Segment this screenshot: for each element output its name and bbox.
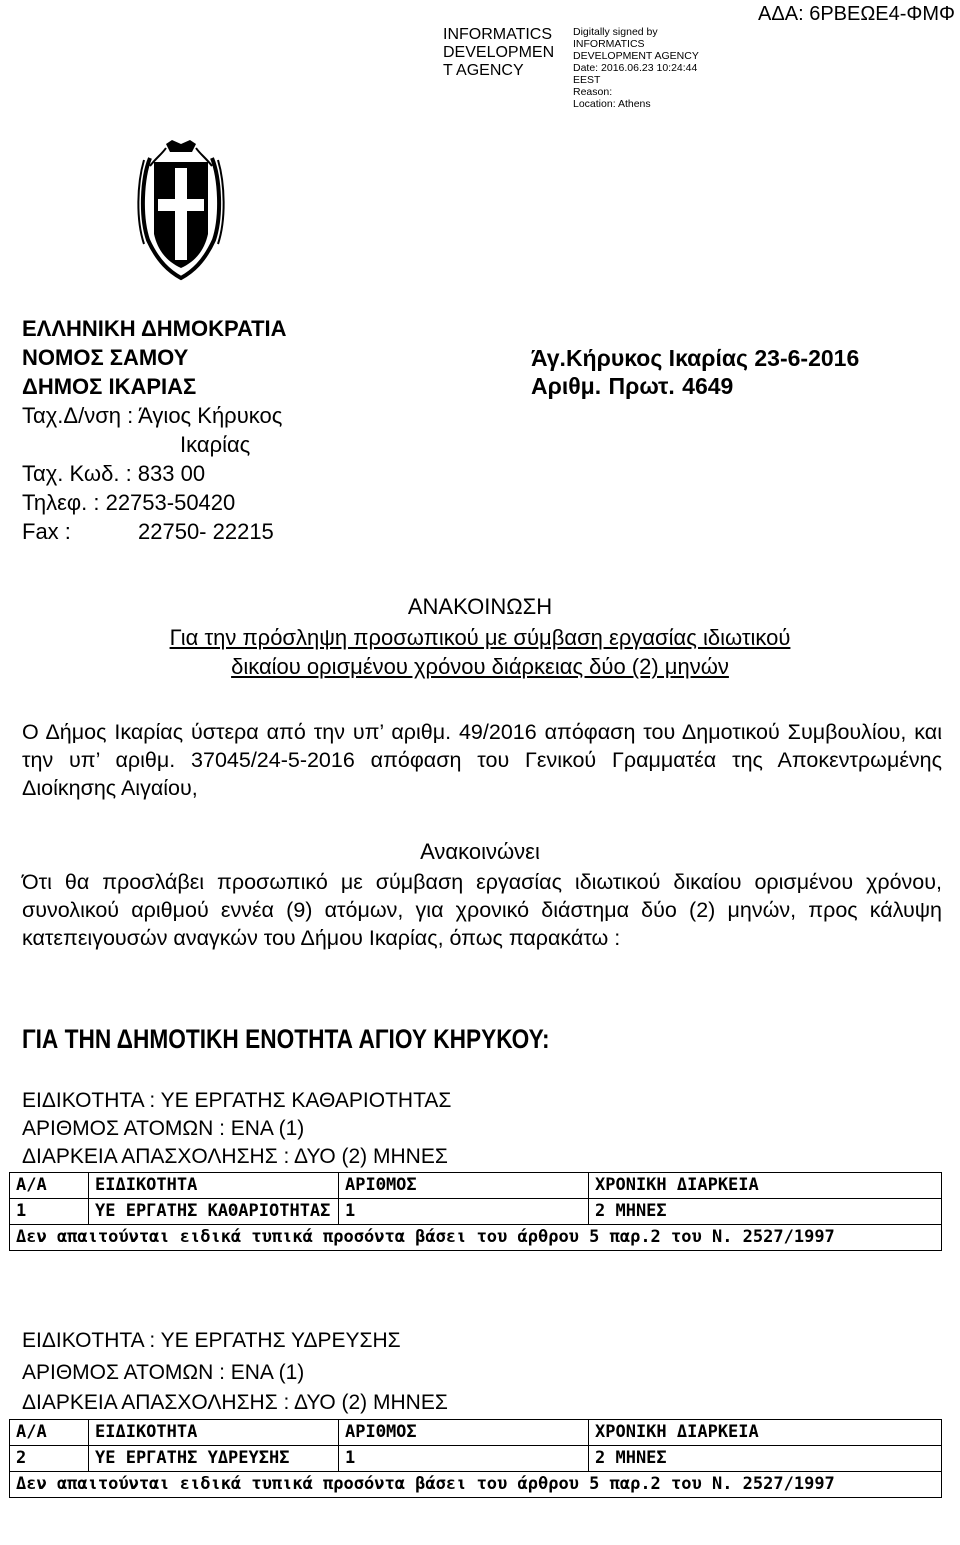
table-header-row [10,1420,942,1446]
announcement-subtitle-line-2: δικαίου ορισμένου χρόνου διάρκειας δύο (2) μηνών [231,654,729,679]
position-duration: ΔΙΑΡΚΕΙΑ ΑΠΑΣΧΟΛΗΣΗΣ : ΔΥΟ (2) ΜΗΝΕΣ [22,1145,448,1168]
table-cell: 2 ΜΗΝΕΣ [589,1446,942,1472]
section-heading: ΓΙΑ ΤΗΝ ΔΗΜΟΤΙΚΗ ΕΝΟΤΗΤΑ ΑΓΙΟΥ ΚΗΡΥΚΟΥ: [22,1024,550,1054]
table-cell: 2 [10,1446,89,1472]
protocol-number: Αριθμ. Πρωτ. 4649 [531,373,734,399]
signature-detail-line: INFORMATICS [573,38,645,50]
announcement-subtitle-line-1: Για την πρόσληψη προσωπικού με σύμβαση εργασίας ιδιωτικού [169,625,791,650]
signer-name-line: DEVELOPMEN [443,44,555,61]
signature-detail-line: Digitally signed by [573,26,658,38]
table-header-cell: Α/Α [10,1420,89,1446]
table-note-row [10,1225,942,1251]
table-header-cell: ΑΡΙΘΜΟΣ [339,1173,589,1199]
signature-detail-line: Location: Athens [573,98,651,110]
body-paragraph: Ότι θα προσλάβει προσωπικό με σύμβαση εργασίας ιδιωτικού δικαίου ορισμένου χρόνου, συνολικού αριθμού εννέα (9) ατόμων, για χρονικό διάστημα δύο (2) μηνών, προς κάλυψη κατεπειγουσών αναγκών του Δήμου Ικαρίας, όπως παρακάτω : [22,870,942,950]
table-cell: ΥΕ ΕΡΓΑΤΗΣ ΚΑΘΑΡΙΟΤΗΤΑΣ [89,1199,339,1225]
signer-name [443,26,568,80]
table-row [10,1446,942,1472]
table-header-row [10,1173,942,1199]
position-specialty: ΕΙΔΙΚΟΤΗΤΑ : ΥΕ ΕΡΓΑΤΗΣ ΥΔΡΕΥΣΗΣ [22,1329,401,1352]
fax-label: Fax : [22,519,71,544]
signature-detail-line: Reason: [573,86,613,98]
greek-coat-of-arms-icon [136,136,226,282]
table-cell: 1 [339,1446,589,1472]
table-cell: 2 ΜΗΝΕΣ [589,1199,942,1225]
table-header-cell: ΕΙΔΙΚΟΤΗΤΑ [89,1420,339,1446]
prefecture-name: ΝΟΜΟΣ ΣΑΜΟΥ [22,345,189,370]
table-row [10,1199,942,1225]
address-line-2: Ικαρίας [180,432,251,457]
table-header-cell: ΧΡΟΝΙΚΗ ΔΙΑΡΚΕΙΑ [589,1173,942,1199]
table-note: Δεν απαιτούνται ειδικά τυπικά προσόντα βάσει του άρθρου 5 παρ.2 του Ν. 2527/1997 [10,1472,942,1498]
table-cell: ΥΕ ΕΡΓΑΤΗΣ ΥΔΡΕΥΣΗΣ [89,1446,339,1472]
table-cell: 1 [10,1199,89,1225]
intro-paragraph: Ο Δήμος Ικαρίας ύστερα από την υπ’ αριθμ. 49/2016 απόφαση του Δημοτικού Συμβουλίου, και την υπ’ αριθμ. 37045/24-5-2016 απόφαση του Γενικού Γραμματέα της Αποκεντρωμένης Διοίκησης Αιγαίου, [22,720,942,800]
signature-details [573,26,713,110]
signature-detail-line: Date: 2016.06.23 10:24:44 [573,62,698,74]
country-name: ΕΛΛΗΝΙΚΗ ΔΗΜΟΚΡΑΤΙΑ [22,316,287,341]
signer-name-line: T AGENCY [443,62,524,79]
position-table [9,1172,942,1251]
signature-detail-line: EEST [573,74,601,86]
signer-name-line: INFORMATICS [443,26,553,43]
table-header-cell: ΕΙΔΙΚΟΤΗΤΑ [89,1173,339,1199]
table-header-cell: Α/Α [10,1173,89,1199]
position-table [9,1419,942,1498]
table-header-cell: ΧΡΟΝΙΚΗ ΔΙΑΡΚΕΙΑ [589,1420,942,1446]
fax-value: 22750- 22215 [138,519,274,544]
municipality-name: ΔΗΜΟΣ ΙΚΑΡΙΑΣ [22,374,197,399]
table-cell: 1 [339,1199,589,1225]
position-persons: ΑΡΙΘΜΟΣ ΑΤΟΜΩΝ : ΕΝΑ (1) [22,1117,305,1140]
signature-detail-line: DEVELOPMENT AGENCY [573,50,699,62]
table-header-cell: ΑΡΙΘΜΟΣ [339,1420,589,1446]
ada-code: ΑΔΑ: 6ΡΒΕΩΕ4-ΦΜΦ [758,3,955,25]
position-persons: ΑΡΙΘΜΟΣ ΑΤΟΜΩΝ : ΕΝΑ (1) [22,1361,305,1384]
address-line: Ταχ.Δ/νση : Άγιος Κήρυκος [22,403,283,428]
place-date: Άγ.Κήρυκος Ικαρίας 23-6-2016 [531,345,860,371]
announces-heading: Ανακοινώνει [420,839,540,864]
postcode: Ταχ. Κωδ. : 833 00 [22,461,206,486]
table-note-row [10,1472,942,1498]
phone: Τηλεφ. : 22753-50420 [22,490,236,515]
table-note: Δεν απαιτούνται ειδικά τυπικά προσόντα βάσει του άρθρου 5 παρ.2 του Ν. 2527/1997 [10,1225,942,1251]
position-specialty: ΕΙΔΙΚΟΤΗΤΑ : ΥΕ ΕΡΓΑΤΗΣ ΚΑΘΑΡΙΟΤΗΤΑΣ [22,1089,452,1112]
position-duration: ΔΙΑΡΚΕΙΑ ΑΠΑΣΧΟΛΗΣΗΣ : ΔΥΟ (2) ΜΗΝΕΣ [22,1391,448,1414]
announcement-title: ΑΝΑΚΟΙΝΩΣΗ [407,594,553,619]
